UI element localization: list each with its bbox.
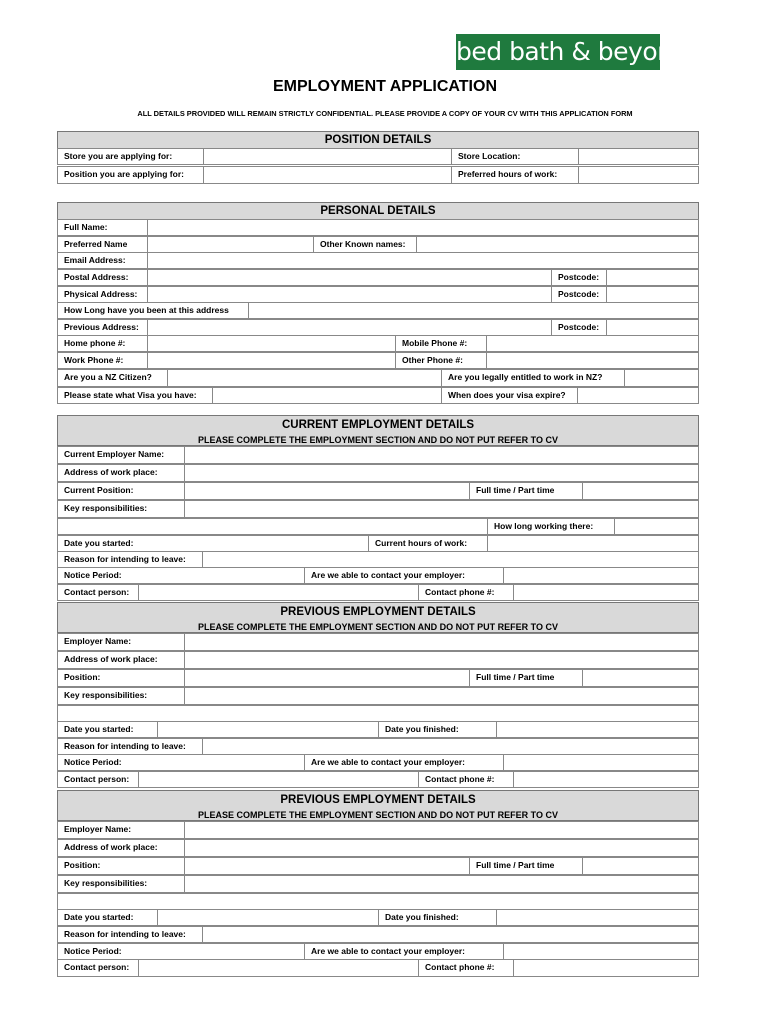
previous-postcode-field[interactable] bbox=[606, 319, 699, 336]
prev1-responsibilities-field[interactable] bbox=[184, 687, 699, 705]
current-employment-header bbox=[57, 415, 699, 446]
previous-employment-header-1 bbox=[57, 602, 699, 633]
prev1-started-field[interactable] bbox=[157, 721, 379, 738]
prev2-reason-label: Reason for intending to leave: bbox=[57, 926, 203, 943]
email-label: Email Address: bbox=[57, 252, 148, 269]
prev1-address-field[interactable] bbox=[184, 651, 699, 669]
current-contact-employer-label: Are we able to contact your employer: bbox=[304, 567, 504, 584]
postal-postcode-label: Postcode: bbox=[551, 269, 607, 286]
prev2-employer-field[interactable] bbox=[184, 821, 699, 839]
prev2-full-part-label: Full time / Part time bbox=[469, 857, 583, 875]
store-field[interactable] bbox=[203, 148, 452, 165]
how-long-address-label: How Long have you been at this address bbox=[57, 302, 249, 319]
previous-address-field[interactable] bbox=[147, 319, 552, 336]
prev1-contact-phone-field[interactable] bbox=[513, 771, 699, 788]
prev1-employer-label: Employer Name: bbox=[57, 633, 185, 651]
prev1-reason-label: Reason for intending to leave: bbox=[57, 738, 203, 755]
current-contact-person-field[interactable] bbox=[138, 584, 419, 601]
prev1-position-label: Position: bbox=[57, 669, 185, 687]
work-phone-field[interactable] bbox=[147, 352, 396, 369]
current-employer-label: Current Employer Name: bbox=[57, 446, 185, 464]
prev2-contact-phone-field[interactable] bbox=[513, 959, 699, 977]
prev1-reason-field[interactable] bbox=[202, 738, 699, 755]
visa-expire-label: When does your visa expire? bbox=[441, 387, 578, 404]
visa-type-field[interactable] bbox=[212, 387, 442, 404]
prev2-finished-field[interactable] bbox=[496, 909, 699, 926]
store-location-label: Store Location: bbox=[451, 148, 579, 165]
prev2-address-label: Address of work place: bbox=[57, 839, 185, 857]
prev2-employer-label: Employer Name: bbox=[57, 821, 185, 839]
prev2-position-field[interactable] bbox=[184, 857, 470, 875]
prev2-contact-employer-field[interactable] bbox=[503, 943, 699, 960]
prev2-reason-field[interactable] bbox=[202, 926, 699, 943]
mobile-phone-field[interactable] bbox=[486, 335, 699, 352]
preferred-hours-label: Preferred hours of work: bbox=[451, 166, 579, 184]
preferred-hours-field[interactable] bbox=[578, 166, 699, 184]
current-reason-field[interactable] bbox=[202, 551, 699, 568]
current-notice-label: Notice Period: bbox=[57, 567, 305, 584]
other-known-names-label: Other Known names: bbox=[313, 236, 417, 253]
prev1-full-part-label: Full time / Part time bbox=[469, 669, 583, 687]
previous-employment-header-2 bbox=[57, 790, 699, 821]
previous-employment-title-2: PREVIOUS EMPLOYMENT DETAILS bbox=[280, 794, 476, 806]
prev2-responsibilities-extra-field[interactable] bbox=[57, 893, 699, 910]
previous-employment-title-1: PREVIOUS EMPLOYMENT DETAILS bbox=[280, 606, 476, 618]
physical-postcode-field[interactable] bbox=[606, 286, 699, 303]
entitled-to-work-label: Are you legally entitled to work in NZ? bbox=[441, 369, 625, 387]
current-reason-label: Reason for intending to leave: bbox=[57, 551, 203, 568]
prev2-position-label: Position: bbox=[57, 857, 185, 875]
preferred-name-label: Preferred Name bbox=[57, 236, 148, 253]
prev1-responsibilities-extra-field[interactable] bbox=[57, 705, 699, 722]
physical-postcode-label: Postcode: bbox=[551, 286, 607, 303]
prev2-responsibilities-field[interactable] bbox=[184, 875, 699, 893]
form-subtitle: ALL DETAILS PROVIDED WILL REMAIN STRICTLY CONFIDENTIAL. PLEASE PROVIDE A COPY OF YOUR CV WITH THIS APPLICATION FORM bbox=[137, 109, 633, 118]
store-label: Store you are applying for: bbox=[57, 148, 204, 165]
current-hours-field[interactable] bbox=[487, 535, 699, 552]
position-label: Position you are applying for: bbox=[57, 166, 204, 184]
physical-address-label: Physical Address: bbox=[57, 286, 148, 303]
postal-postcode-field[interactable] bbox=[606, 269, 699, 286]
home-phone-label: Home phone #: bbox=[57, 335, 148, 352]
prev2-contact-person-field[interactable] bbox=[138, 959, 419, 977]
current-employment-note: PLEASE COMPLETE THE EMPLOYMENT SECTION AND DO NOT PUT REFER TO CV bbox=[197, 435, 559, 445]
position-field[interactable] bbox=[203, 166, 452, 184]
prev1-employer-field[interactable] bbox=[184, 633, 699, 651]
prev1-contact-employer-label: Are we able to contact your employer: bbox=[304, 754, 504, 771]
prev1-contact-person-label: Contact person: bbox=[57, 771, 139, 788]
form-title: EMPLOYMENT APPLICATION bbox=[273, 78, 497, 95]
current-started-label: Date you started: bbox=[57, 535, 369, 552]
current-employment-title: CURRENT EMPLOYMENT DETAILS bbox=[281, 419, 475, 431]
prev2-full-part-field[interactable] bbox=[582, 857, 699, 875]
physical-address-field[interactable] bbox=[147, 286, 552, 303]
prev1-contact-person-field[interactable] bbox=[138, 771, 419, 788]
current-full-part-label: Full time / Part time bbox=[469, 482, 583, 500]
current-employer-field[interactable] bbox=[184, 446, 699, 464]
prev1-address-label: Address of work place: bbox=[57, 651, 185, 669]
nz-citizen-field[interactable] bbox=[167, 369, 442, 387]
current-contact-phone-label: Contact phone #: bbox=[418, 584, 514, 601]
other-known-names-field[interactable] bbox=[416, 236, 699, 253]
email-field[interactable] bbox=[147, 252, 699, 269]
other-phone-label: Other Phone #: bbox=[395, 352, 487, 369]
visa-type-label: Please state what Visa you have: bbox=[57, 387, 213, 404]
current-contact-person-label: Contact person: bbox=[57, 584, 139, 601]
current-responsibilities-label: Key responsibilities: bbox=[57, 500, 185, 518]
full-name-field[interactable] bbox=[147, 219, 699, 236]
prev2-contact-employer-label: Are we able to contact your employer: bbox=[304, 943, 504, 960]
current-hours-label: Current hours of work: bbox=[368, 535, 488, 552]
previous-employment-note-1: PLEASE COMPLETE THE EMPLOYMENT SECTION AND DO NOT PUT REFER TO CV bbox=[197, 622, 559, 632]
prev2-responsibilities-label: Key responsibilities: bbox=[57, 875, 185, 893]
postal-address-field[interactable] bbox=[147, 269, 552, 286]
how-long-working-field[interactable] bbox=[614, 518, 699, 535]
mobile-phone-label: Mobile Phone #: bbox=[395, 335, 487, 352]
prev2-address-field[interactable] bbox=[184, 839, 699, 857]
prev2-notice-label: Notice Period: bbox=[57, 943, 305, 960]
prev1-notice-label: Notice Period: bbox=[57, 754, 305, 771]
current-address-label: Address of work place: bbox=[57, 464, 185, 482]
full-name-label: Full Name: bbox=[57, 219, 148, 236]
how-long-address-field[interactable] bbox=[248, 302, 699, 319]
current-contact-phone-field[interactable] bbox=[513, 584, 699, 601]
prev1-full-part-field[interactable] bbox=[582, 669, 699, 687]
work-phone-label: Work Phone #: bbox=[57, 352, 148, 369]
prev2-contact-phone-label: Contact phone #: bbox=[418, 959, 514, 977]
store-location-field[interactable] bbox=[578, 148, 699, 165]
prev2-contact-person-label: Contact person: bbox=[57, 959, 139, 977]
position-details-header: POSITION DETAILS bbox=[57, 131, 699, 149]
current-contact-employer-field[interactable] bbox=[503, 567, 699, 584]
other-phone-field[interactable] bbox=[486, 352, 699, 369]
current-address-field[interactable] bbox=[184, 464, 699, 482]
prev1-started-label: Date you started: bbox=[57, 721, 158, 738]
preferred-name-field[interactable] bbox=[147, 236, 314, 253]
prev1-responsibilities-label: Key responsibilities: bbox=[57, 687, 185, 705]
entitled-to-work-field[interactable] bbox=[624, 369, 699, 387]
prev2-started-label: Date you started: bbox=[57, 909, 158, 926]
previous-postcode-label: Postcode: bbox=[551, 319, 607, 336]
postal-address-label: Postal Address: bbox=[57, 269, 148, 286]
prev2-finished-label: Date you finished: bbox=[378, 909, 497, 926]
previous-employment-note-2: PLEASE COMPLETE THE EMPLOYMENT SECTION AND DO NOT PUT REFER TO CV bbox=[197, 810, 559, 820]
prev1-finished-field[interactable] bbox=[496, 721, 699, 738]
prev1-contact-phone-label: Contact phone #: bbox=[418, 771, 514, 788]
brand-logo: bed bath & beyond bbox=[456, 34, 660, 70]
personal-details-header: PERSONAL DETAILS bbox=[57, 202, 699, 220]
how-long-working-label: How long working there: bbox=[487, 518, 615, 535]
home-phone-field[interactable] bbox=[147, 335, 396, 352]
previous-address-label: Previous Address: bbox=[57, 319, 148, 336]
current-full-part-field[interactable] bbox=[582, 482, 699, 500]
current-position-field[interactable] bbox=[184, 482, 470, 500]
prev1-finished-label: Date you finished: bbox=[378, 721, 497, 738]
prev2-started-field[interactable] bbox=[157, 909, 379, 926]
prev1-position-field[interactable] bbox=[184, 669, 470, 687]
prev1-contact-employer-field[interactable] bbox=[503, 754, 699, 771]
current-position-label: Current Position: bbox=[57, 482, 185, 500]
current-responsibilities-field[interactable] bbox=[184, 500, 699, 518]
visa-expire-field[interactable] bbox=[577, 387, 699, 404]
nz-citizen-label: Are you a NZ Citizen? bbox=[57, 369, 168, 387]
current-responsibilities-extra-field[interactable] bbox=[57, 518, 488, 535]
